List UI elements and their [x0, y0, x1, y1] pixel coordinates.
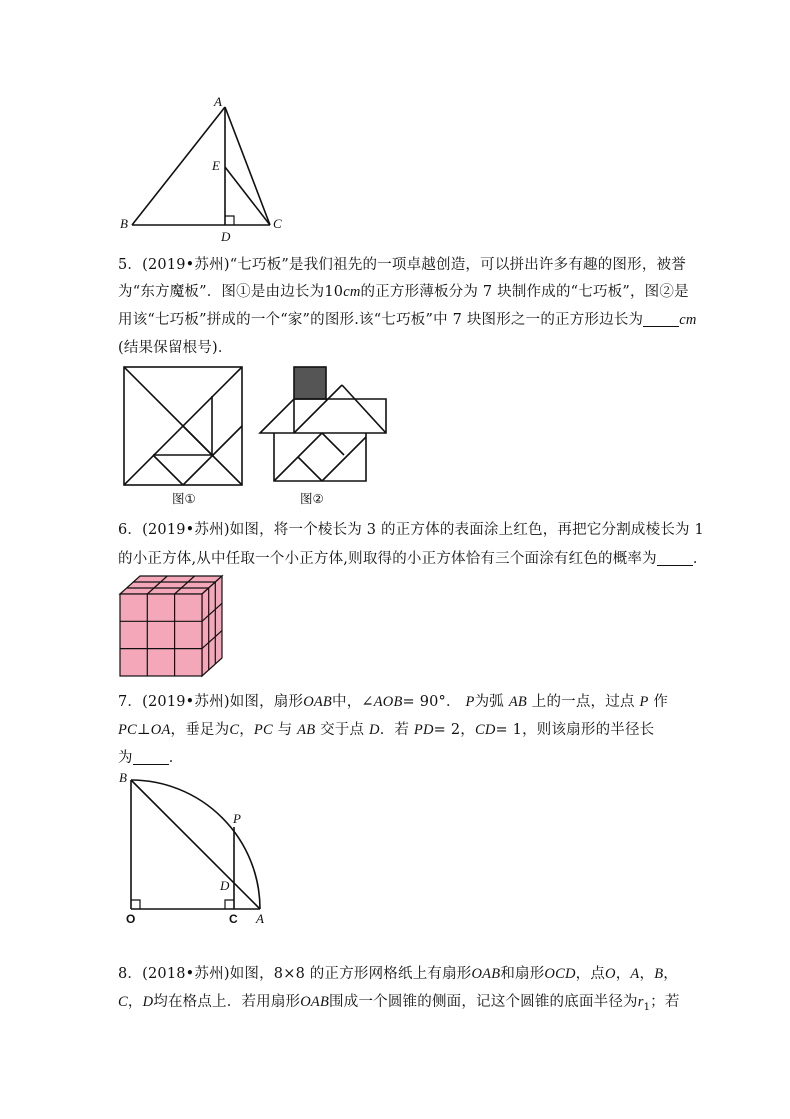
- q8-line-1: [118, 962, 678, 983]
- q8-var: OAB: [300, 994, 330, 1010]
- q8-text: 围成一个圆锥的侧面，记这个圆锥的底面半径为: [329, 994, 638, 1010]
- label-D: D: [220, 878, 230, 893]
- q5-number: 10: [324, 284, 344, 300]
- q7-var: PC: [118, 722, 137, 738]
- q8-text: ，: [127, 994, 143, 1010]
- q7-text: 为: [118, 750, 133, 766]
- q7-text: ．: [168, 750, 184, 766]
- q8-var: OAB: [471, 966, 501, 982]
- q7-var: AOB: [373, 694, 403, 710]
- q8-text: ，点: [575, 966, 606, 982]
- q7-text: ，: [239, 722, 254, 738]
- q8-var: O: [605, 966, 616, 982]
- q7-var: D: [369, 722, 380, 738]
- label-P: P: [233, 811, 241, 826]
- q5-line-2: [118, 280, 689, 301]
- q7-var: CD: [474, 722, 496, 738]
- q7-text: 与: [277, 722, 293, 738]
- label-B: B: [119, 770, 127, 785]
- label-A: A: [256, 911, 264, 926]
- q7-var: P: [465, 694, 475, 710]
- q6-text: ．: [692, 551, 708, 567]
- label-B: B: [120, 216, 128, 231]
- q5-line-1: 5．(2019•苏州)“七巧板”是我们祖先的一项卓越创造，可以拼出许多有趣的图形，被誉: [118, 257, 686, 273]
- q7-text: = 90°．: [402, 694, 461, 710]
- q7-line-1: [118, 690, 668, 711]
- q8-var: r: [637, 994, 644, 1010]
- q6-line-2: [118, 547, 708, 568]
- triangle-figure: [110, 95, 300, 245]
- q8-text: ，: [663, 966, 678, 982]
- q7-var: OA: [150, 722, 171, 738]
- q7-text: 为弧: [474, 694, 504, 710]
- q6-text: 的小正方体,从中任取一个小正方体,则取得的小正方体恰有三个面涂有红色的概率为: [118, 551, 657, 567]
- q7-var: P: [639, 694, 649, 710]
- q8-line-2: [118, 990, 680, 1013]
- q5-line-3: [118, 308, 697, 329]
- q7-text: ⊥: [136, 722, 151, 738]
- q7-text: 中，∠: [332, 694, 374, 710]
- q7-text: ，垂足为: [170, 722, 230, 738]
- q7-text: 上的一点，过点: [531, 694, 635, 710]
- q7-text: 7．(2019•苏州)如图，扇形: [118, 694, 304, 710]
- label-C: C: [273, 216, 282, 231]
- q5-line-4: (结果保留根号)．: [118, 340, 233, 356]
- q8-text: ；若: [650, 994, 680, 1010]
- answer-blank[interactable]: [133, 750, 169, 766]
- tangram-square-figure: [122, 365, 244, 487]
- answer-blank[interactable]: [643, 312, 679, 328]
- q5-text: 的正方形薄板分为 7 块制作成的“七巧板”，图②是: [360, 284, 689, 300]
- q7-text: 交于点: [320, 722, 365, 738]
- tangram-house-figure: [256, 365, 392, 487]
- q8-text: 均在格点上．若用扇形: [153, 994, 301, 1010]
- q8-var: A: [630, 966, 640, 982]
- label-C: C: [229, 912, 238, 926]
- q8-var: B: [654, 966, 664, 982]
- q7-line-3: [118, 746, 183, 767]
- q7-line-2: [118, 718, 654, 739]
- q7-text: ．若: [379, 722, 410, 738]
- q8-text: ，: [639, 966, 655, 982]
- q5-unit: cm: [343, 284, 361, 300]
- figure-1-caption: 图①: [172, 491, 196, 506]
- q8-var: D: [142, 994, 154, 1010]
- q7-text: = 2，: [433, 722, 475, 738]
- q8-text: ，: [615, 966, 631, 982]
- label-O: O: [126, 912, 136, 926]
- q7-var: OAB: [303, 694, 332, 710]
- cube-figure: [118, 574, 228, 682]
- answer-blank[interactable]: [657, 551, 693, 567]
- q8-var: C: [118, 994, 128, 1010]
- label-E: E: [212, 158, 220, 173]
- q7-var: AB: [297, 722, 316, 738]
- q6-line-1: 6．(2019•苏州)如图，将一个棱长为 3 的正方体的表面涂上红色，再把它分割成棱长为 1: [118, 522, 704, 538]
- label-A: A: [214, 95, 222, 109]
- q7-var: C: [229, 722, 240, 738]
- q5-unit: cm: [679, 312, 697, 328]
- q7-text: = 1，则该扇形的半径长: [495, 722, 655, 738]
- q5-text: 为“东方魔板”．图①是由边长为: [118, 284, 325, 300]
- q8-var: OCD: [544, 966, 576, 982]
- q7-var: PD: [413, 722, 434, 738]
- label-D: D: [221, 229, 231, 244]
- figure-2-caption: 图②: [300, 491, 324, 506]
- q7-var: PC: [253, 722, 273, 738]
- q8-text: 和扇形: [500, 966, 545, 982]
- q7-text: 作: [653, 694, 669, 710]
- q8-subscript: 1: [643, 1001, 651, 1013]
- q8-text: 8．(2018•苏州)如图，8×8 的正方形网格纸上有扇形: [118, 966, 472, 982]
- q7-var: AB: [508, 694, 527, 710]
- q5-text: 用该“七巧板”拼成的一个“家”的图形.该“七巧板”中 7 块图形之一的正方形边长为: [118, 312, 644, 328]
- sector-figure: [112, 768, 277, 928]
